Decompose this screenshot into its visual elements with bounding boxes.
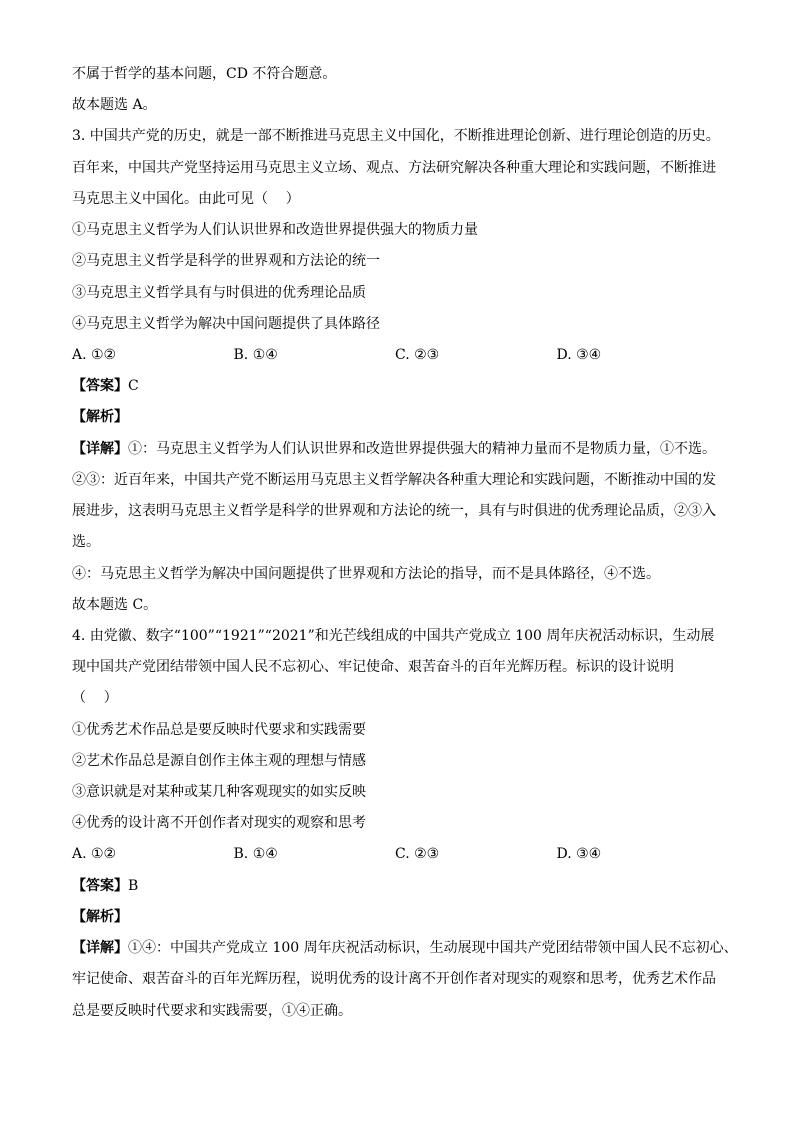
- q4-option-c: C. ②③: [395, 846, 440, 863]
- q3-statement-3: ③马克思主义哲学具有与时俱进的优秀理论品质: [72, 284, 366, 301]
- q4-detail-line: [72, 933, 738, 964]
- q4-options: [72, 839, 732, 870]
- q4-stem-line: 现中国共产党团结带领中国人民不忘初心、牢记使命、艰苦奋斗的百年光辉历程。标识的设计说明: [72, 659, 674, 676]
- prev-explanation-line: 不属于哲学的基本问题，CD 不符合题意。: [72, 66, 337, 82]
- q3-options: [72, 340, 732, 371]
- question-3: [72, 121, 732, 621]
- q4-statement-2: ②艺术作品总是源自创作主体主观的理想与情感: [72, 752, 366, 769]
- q3-answer: [72, 371, 732, 402]
- q4-statement-4: ④优秀的设计离不开创作者对现实的观察和思考: [72, 815, 366, 832]
- q4-option-b: B. ①④: [233, 846, 278, 863]
- q3-stem-line: 百年来，中国共产党坚持运用马克思主义立场、观点、方法研究解决各种重大理论和实践问题，不断推进: [72, 159, 716, 176]
- prev-conclusion: 故本题选 A。: [72, 97, 157, 114]
- answer-value: C: [128, 378, 139, 395]
- q3-detail-line: [72, 434, 732, 465]
- answer-label: 【答案】: [72, 877, 128, 894]
- detail-text: ①：马克思主义哲学为人们认识世界和改造世界提供强大的精神力量而不是物质力量，①不选。: [128, 440, 716, 457]
- detail-text: ①④：中国共产党成立 100 周年庆祝活动标识，生动展现中国共产党团结带领中国人民不忘初心、: [128, 940, 738, 957]
- q4-statement-1: ①优秀艺术作品总是要反映时代要求和实践需要: [72, 721, 366, 738]
- q3-statement-1: ①马克思主义哲学为人们认识世界和改造世界提供强大的物质力量: [72, 222, 478, 239]
- q4-stem-line: 4. 由党徽、数字“100”“1921”“2021”和光芒线组成的中国共产党成立 100 周年庆祝活动标识，生动展: [72, 627, 715, 644]
- detail-label: 【详解】: [72, 940, 128, 957]
- q3-option-a: A. ①②: [72, 346, 117, 363]
- q3-stem-line: 3. 中国共产党的历史，就是一部不断推进马克思主义中国化，不断推进理论创新、进行理论创造的历史。: [72, 128, 720, 145]
- q3-statement-2: ②马克思主义哲学是科学的世界观和方法论的统一: [72, 253, 380, 270]
- q3-option-c: C. ②③: [395, 346, 440, 363]
- q3-option-d: D. ③④: [556, 346, 602, 363]
- q3-analysis-label: 【解析】: [72, 409, 128, 426]
- answer-value: B: [128, 877, 139, 894]
- detail-label: 【详解】: [72, 440, 128, 457]
- document-content: [72, 59, 738, 1027]
- q4-option-d: D. ③④: [556, 846, 602, 863]
- question-4: [72, 621, 738, 1027]
- q3-detail-line: ④：马克思主义哲学为解决中国问题提供了世界观和方法论的指导，而不是具体路径，④不选。: [72, 565, 660, 582]
- q3-detail-line: 展进步，这表明马克思主义哲学是科学的世界观和方法论的统一，具有与时俱进的优秀理论品质，②③入: [72, 503, 716, 520]
- q3-detail-line: 选。: [72, 534, 100, 551]
- q3-option-b: B. ①④: [233, 346, 278, 363]
- q4-option-a: A. ①②: [72, 846, 117, 863]
- q3-conclusion: 故本题选 C。: [72, 596, 158, 613]
- answer-label: 【答案】: [72, 378, 128, 395]
- q3-detail-line: ②③：近百年来，中国共产党不断运用马克思主义哲学解决各种重大理论和实践问题，不断推动中国的发: [72, 471, 716, 488]
- q3-statement-4: ④马克思主义哲学为解决中国问题提供了具体路径: [72, 315, 380, 332]
- q4-stem-line: （ ）: [72, 690, 118, 707]
- q4-answer: [72, 871, 732, 902]
- q4-detail-line: 总是要反映时代要求和实践需要，①④正确。: [72, 1002, 352, 1019]
- q4-statement-3: ③意识就是对某种或某几种客观现实的如实反映: [72, 784, 366, 801]
- q4-analysis-label: 【解析】: [72, 908, 128, 925]
- q4-detail-line: 牢记使命、艰苦奋斗的百年光辉历程，说明优秀的设计离不开创作者对现实的观察和思考，优秀艺术作品: [72, 971, 716, 988]
- q3-stem-line: 马克思主义中国化。由此可见（ ）: [72, 190, 300, 207]
